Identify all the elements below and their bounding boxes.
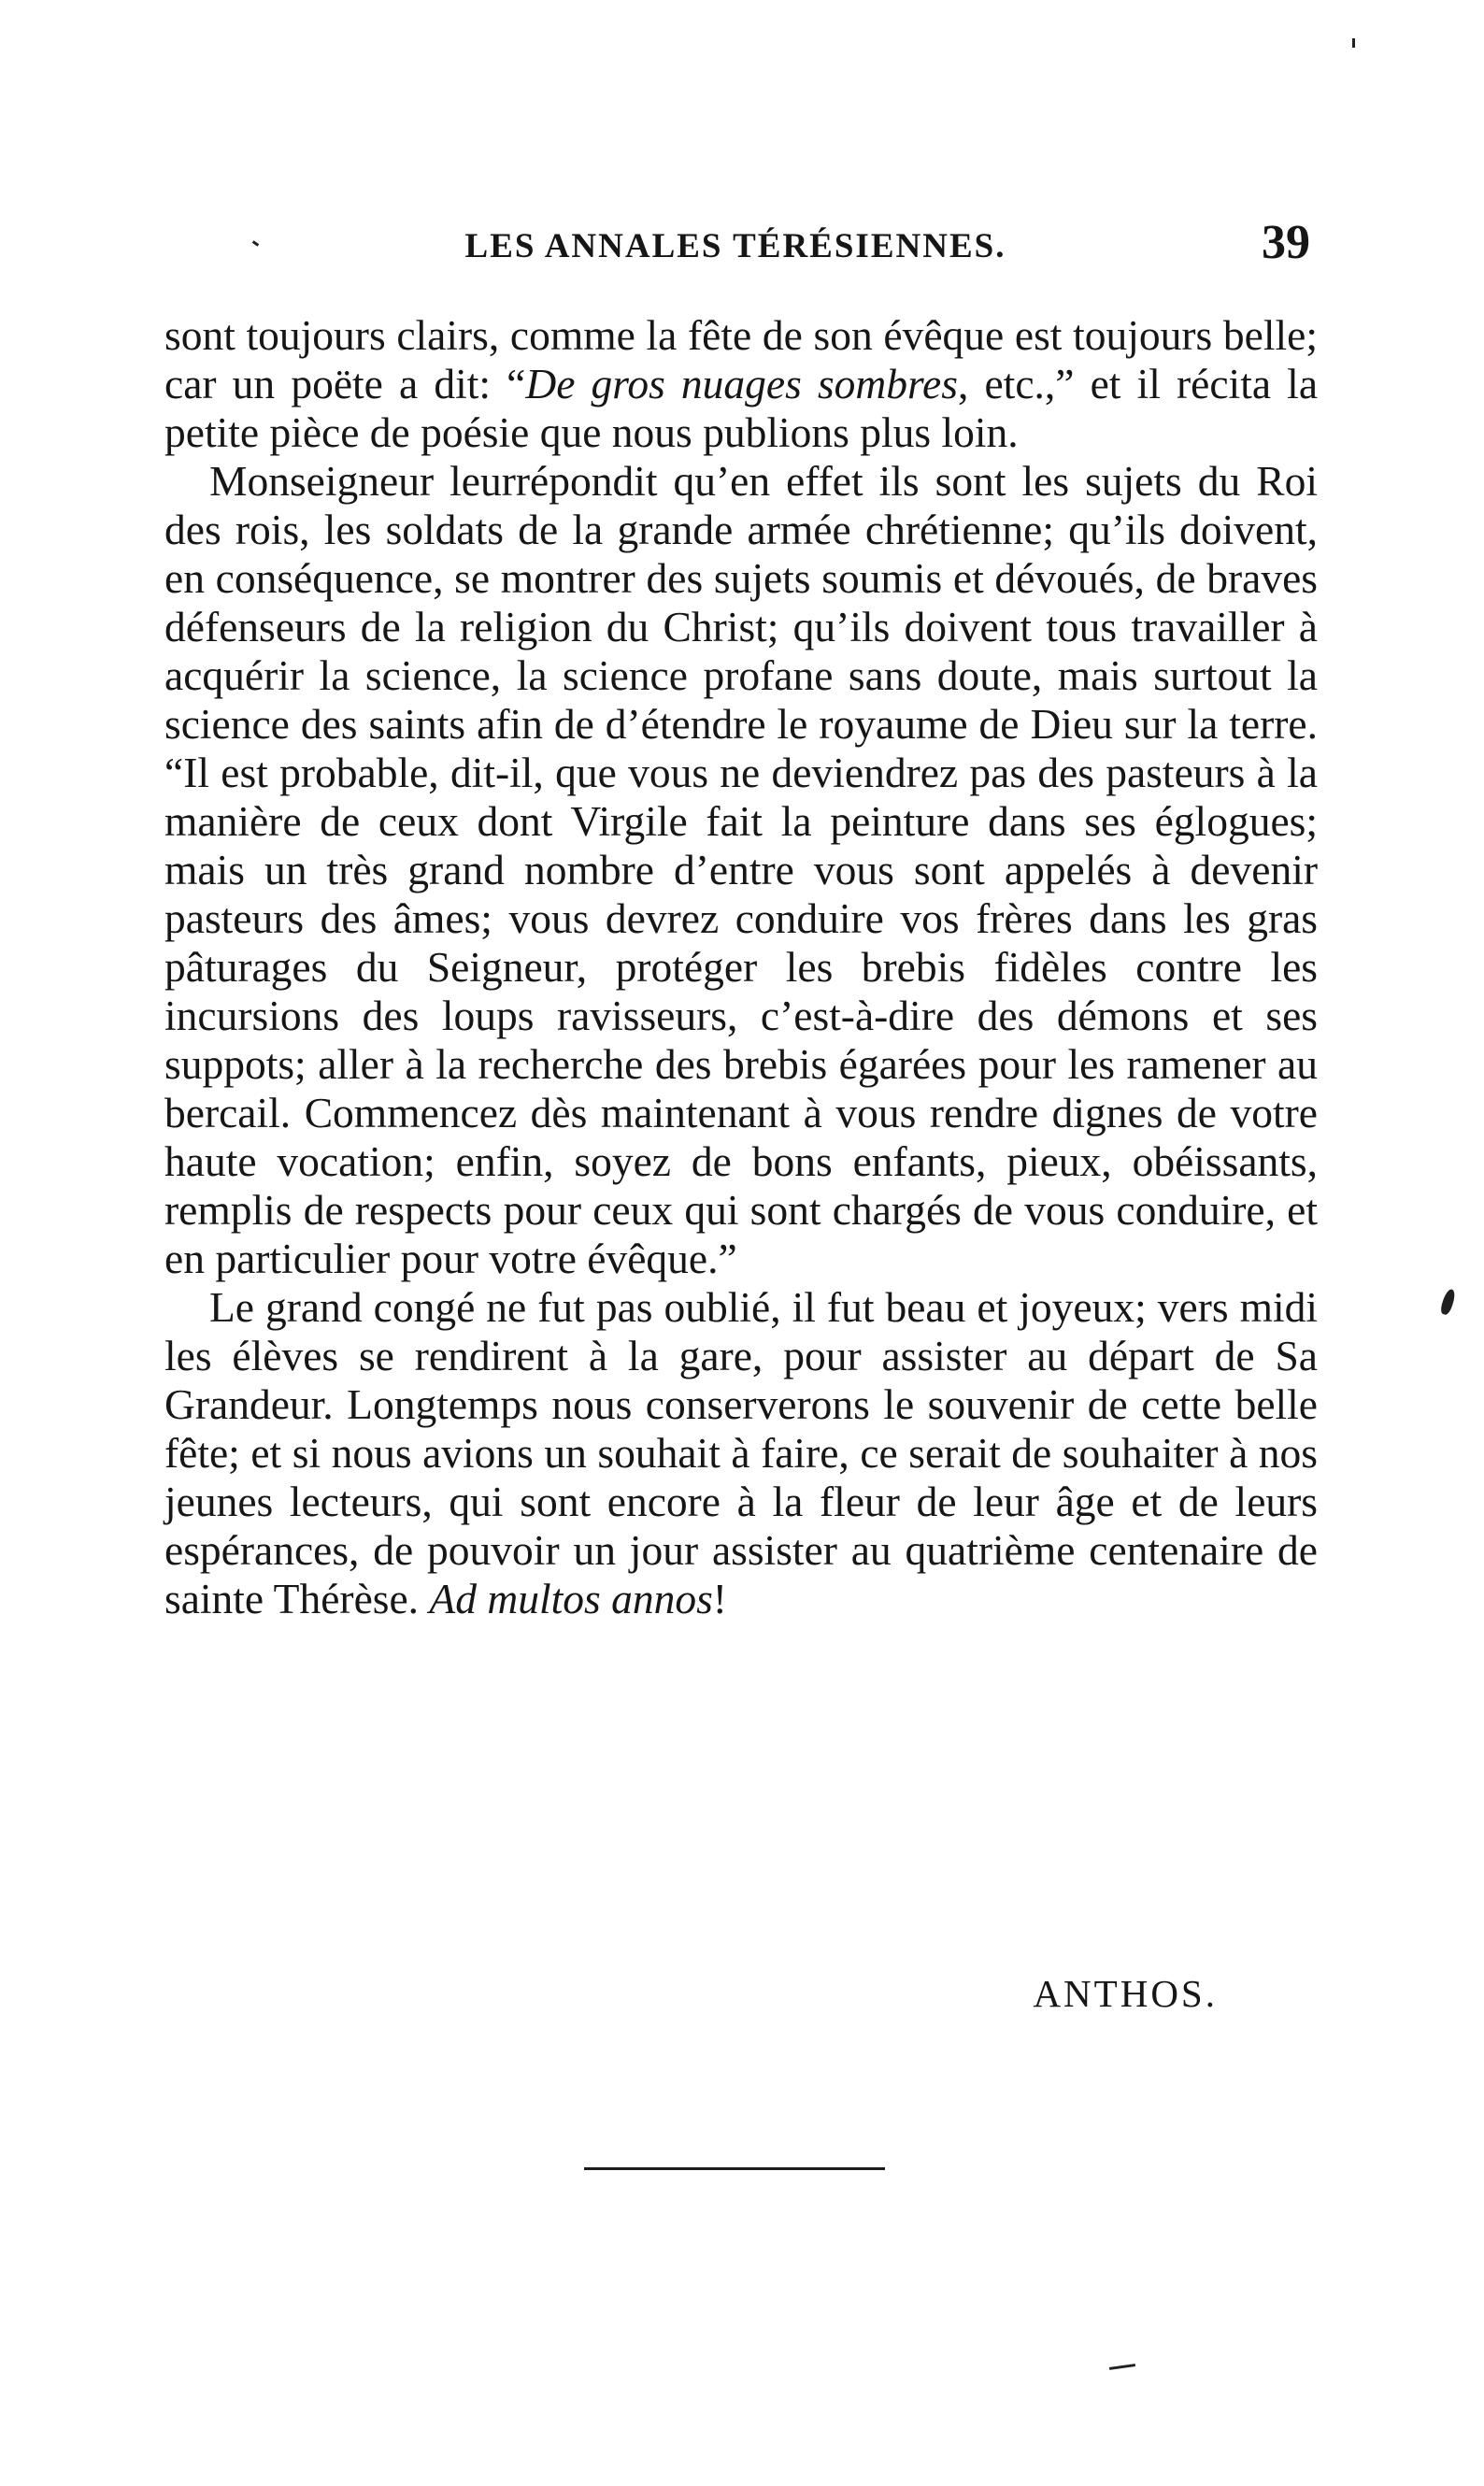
- ink-blot-mark: [1439, 1288, 1457, 1316]
- paragraph-3-run-3: !: [712, 1575, 727, 1622]
- scan-dash-mark-bottom: [1109, 2364, 1135, 2370]
- page-number: 39: [1262, 216, 1310, 269]
- paragraph-2: [164, 457, 1318, 1283]
- paragraph-1-run-3: , etc.,” et il récita la petite pièce de poésie que nous publions plus loin.: [164, 360, 1319, 456]
- body-text: [164, 311, 1318, 1623]
- paragraph-1: [164, 311, 1318, 457]
- paragraph-3-run-1: Le grand congé ne fut pas oublié, il fut beau et joyeux; vers midi les élèves se rendirent à la gare, pour assister au départ de Sa Grandeur. Longtemps nous conserverons le souvenir de cette belle fête; et si nous avions un souhait à faire, ce serait de souhaiter à nos jeunes lecteurs, qui sont encore à la fleur de leur âge et de leurs espérances, de pouvoir un jour assister au quatrième centenaire de sainte Thérèse.: [164, 1283, 1318, 1622]
- paragraph-2-run-1: Monseigneur leurrépondit qu’en effet ils sont les sujets du Roi des rois, les soldats de la grande armée chrétienne; qu’ils doivent, en conséquence, se montrer des sujets soumis et dévoués, de braves défenseurs de la religion du Christ; qu’ils doivent tous travailler à acquérir la science, la science profane sans doute, mais surtout la science des saints afin de d’étendre le royaume de Dieu sur la terre. “Il est probable, dit-il, que vous ne deviendrez pas des pasteurs à la manière de ceux dont Virgile fait la peinture dans ses églogues; mais un très grand nombre d’entre vous sont appelés à devenir pasteurs des âmes; vous devrez conduire vos frères dans les gras pâturages du Seigneur, protéger les brebis fidèles contre les incursions des loups ravisseurs, c’est-à-dire des démons et ses suppots; aller à la recherche des brebis égarées pour les ramener au bercail. Commencez dès maintenant à vous rendre dignes de votre haute vocation; enfin, soyez de bons enfants, pieux, obéissants, remplis de respects pour ceux qui sont chargés de vous conduire, et en particulier pour votre évêque.”: [164, 457, 1318, 1282]
- paragraph-3-run-2: Ad multos annos: [429, 1575, 713, 1622]
- running-head: [161, 216, 1310, 282]
- signature: ANTHOS.: [1033, 1972, 1218, 2015]
- running-title: LES ANNALES TÉRÉSIENNES.: [464, 227, 1006, 265]
- scan-tick-mark: [1352, 38, 1355, 48]
- paragraph-3: [164, 1283, 1318, 1623]
- paragraph-1-run-1: sont toujours clairs, comme la fête de son évêque est toujours belle; car un poëte a dit: “: [164, 311, 1318, 407]
- paragraph-1-run-2: De gros nuages sombres: [525, 360, 958, 407]
- separator-rule: [584, 2167, 885, 2170]
